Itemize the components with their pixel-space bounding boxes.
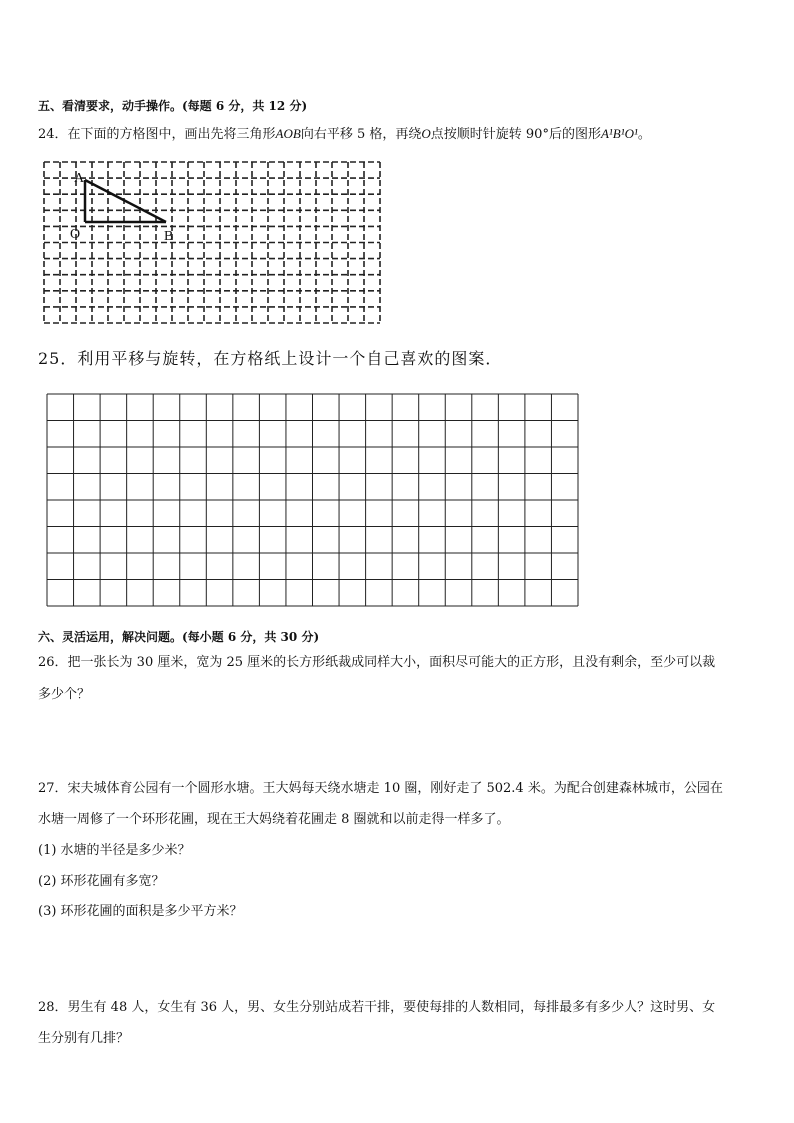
q24-triangle-name: AOB: [275, 126, 301, 141]
section-6-title: 六、灵活运用，解决问题。(每小题 6 分，共 30 分): [38, 630, 320, 644]
label-a: A: [74, 171, 85, 186]
q27-sub-1: (1) 水塘的半径是多少米？: [38, 843, 191, 858]
label-b: B: [164, 229, 174, 244]
q24-image-name: A¹B¹O¹: [600, 126, 638, 141]
q24-text-mid2: 点按顺时针旋转 90°后的图形: [430, 127, 601, 142]
section-5-title: 五、看清要求，动手操作。(每题 6 分，共 12 分): [38, 99, 308, 113]
q24-point-name: O: [421, 126, 431, 141]
q25-square-grid: [46, 393, 580, 608]
q26-line-1: 26．把一张长为 30 厘米，宽为 25 厘米的长方形纸裁成同样大小，面积尽可能大的正方形，且没有剩余，至少可以裁: [38, 655, 716, 670]
q28-line-2: 生分别有几排？: [38, 1031, 130, 1046]
q24-dashed-grid: [40, 160, 385, 328]
q27-line-1: 27．宋夫城体育公园有一个圆形水塘。王大妈每天绕水塘走 10 圈，刚好走了 502.4 米。为配合创建森林城市，公园在: [38, 781, 723, 796]
q24-text-pre: 24．在下面的方格图中，画出先将三角形: [38, 127, 276, 142]
q24-text-mid1: 向右平移 5 格，再绕: [300, 127, 422, 142]
q27-line-2: 水塘一周修了一个环形花圃，现在王大妈绕着花圃走 8 圈就和以前走得一样多了。: [38, 812, 510, 827]
q24-text-end: 。: [637, 127, 651, 142]
q28-line-1: 28．男生有 48 人，女生有 36 人，男、女生分别站成若干排，要使每排的人数相同，每排最多有多少人？这时男、女: [38, 1000, 716, 1015]
q26-line-2: 多少个？: [38, 687, 91, 702]
question-25: 25．利用平移与旋转，在方格纸上设计一个自己喜欢的图案．: [38, 349, 503, 368]
label-o: O: [70, 227, 81, 242]
q27-sub-2: (2) 环形花圃有多宽？: [38, 874, 165, 889]
q27-sub-3: (3) 环形花圃的面积是多少平方米？: [38, 904, 243, 919]
triangle-side-ab: [85, 180, 166, 222]
question-24: [38, 125, 651, 144]
